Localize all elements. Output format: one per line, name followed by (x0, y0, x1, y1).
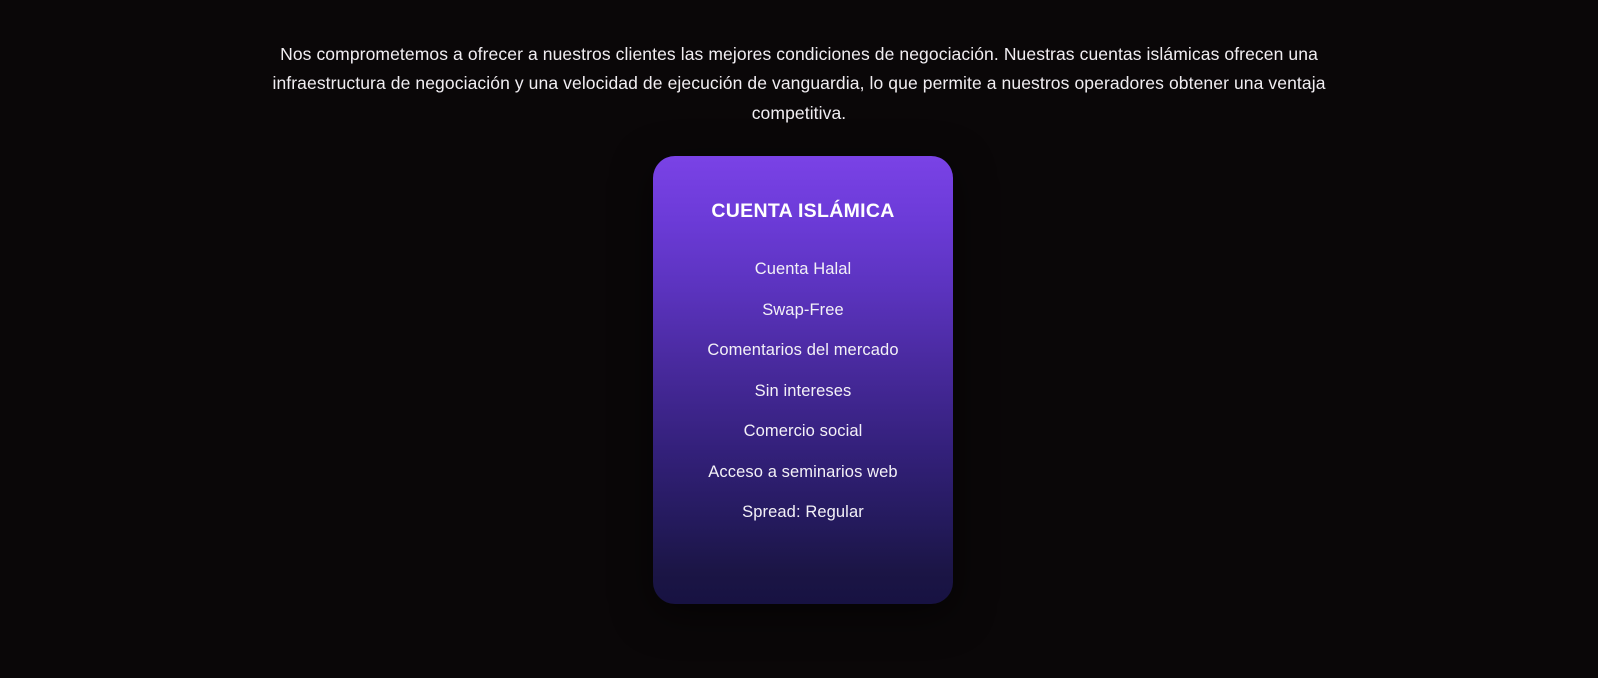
card-feature-item: Spread: Regular (742, 503, 864, 521)
card-content (653, 156, 953, 533)
card-feature-item: Comercio social (743, 422, 863, 440)
intro-section (0, 22, 1598, 146)
card-feature-item: Sin intereses (754, 381, 852, 400)
card-title: CUENTA ISLÁMICA (711, 200, 895, 222)
card-feature-item: Acceso a seminarios web (708, 462, 898, 481)
card-feature-item: Cuenta Halal (754, 260, 852, 278)
card-feature-item: Comentarios del mercado (707, 341, 899, 359)
card-feature-item: Swap-Free (762, 300, 844, 319)
intro-paragraph: Nos comprometemos a ofrecer a nuestros clientes las mejores condiciones de negociación. Nuestras cuentas islámicas ofrecen una infraestructura de negociación y una velocidad de ejecución de vanguardia, lo que permite a nuestros operadores obtener una ventaja competitiva. (272, 43, 1326, 123)
islamic-account-card[interactable] (653, 156, 953, 604)
